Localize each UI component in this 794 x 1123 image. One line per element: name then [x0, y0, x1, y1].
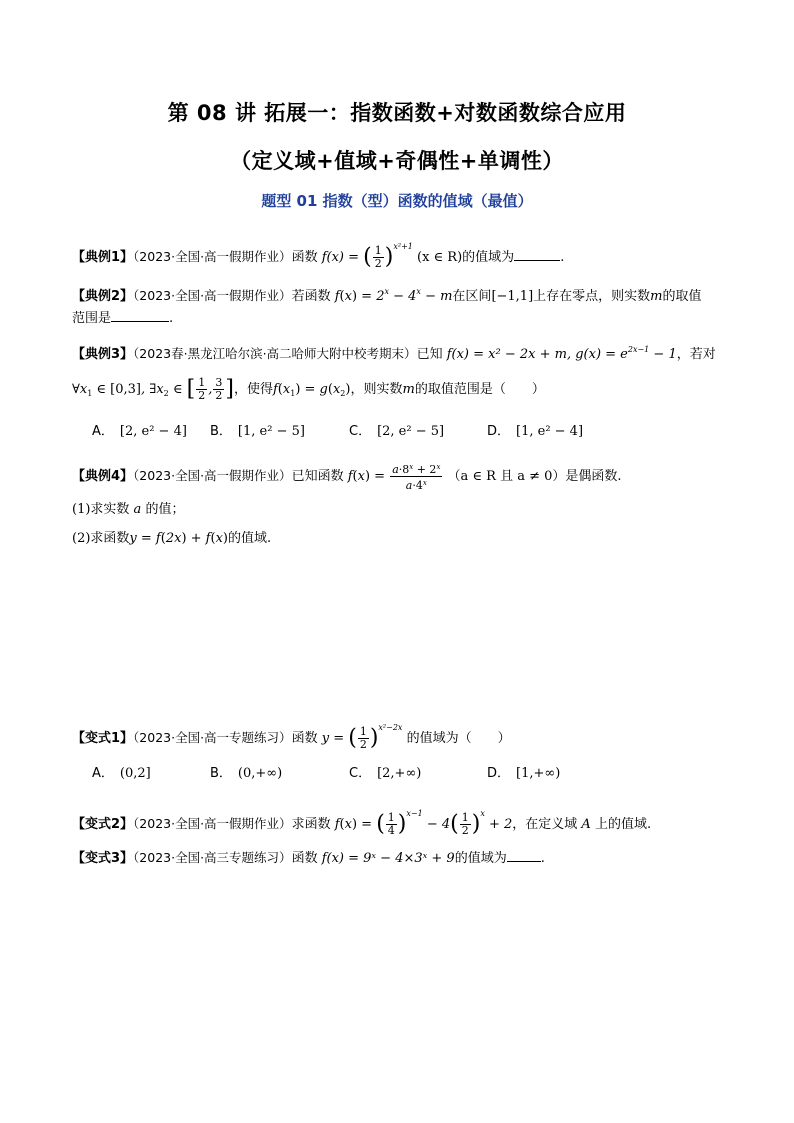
option-label: A．: [92, 766, 114, 781]
variant-text: 的值域为（ ）: [406, 731, 511, 746]
variant-text: 上的值域.: [594, 817, 652, 832]
option-label: C．: [349, 766, 372, 781]
variant-source: （2023·全国·高一专题练习）: [133, 730, 292, 745]
example-text: 的取值: [662, 289, 702, 304]
option-label: A．: [92, 424, 114, 439]
option-label: B．: [210, 424, 232, 439]
example-text: 上存在零点，则实数: [533, 289, 651, 304]
formula: f(x) = 9ˣ − 4×3ˣ + 9: [321, 851, 455, 866]
example-1: [72, 237, 564, 270]
page-title: 第 08 讲 拓展一：指数函数+对数函数综合应用: [167, 101, 627, 125]
example-3: [72, 340, 716, 365]
variant-text: ，在定义域: [512, 817, 578, 832]
answer-blank[interactable]: [507, 849, 541, 862]
period: .: [540, 851, 545, 866]
example-source: （2023春·黑龙江哈尔滨·高二哈师大附中校考期末）: [133, 346, 417, 361]
variant-text: 函数: [291, 851, 318, 866]
formula: $f(x_1) = g(x_2)$: [272, 382, 351, 398]
question-text: (1)求实数: [72, 502, 130, 517]
formula: $f(x) = 2^x - 4^x - m$: [334, 287, 453, 304]
example-text: ，若对: [676, 347, 716, 362]
option-d[interactable]: [487, 420, 583, 439]
variant-text: 求函数: [291, 817, 331, 832]
example-text: 范围是: [72, 311, 112, 326]
example-text: 函数: [291, 250, 318, 265]
option-value: [2,+∞): [377, 766, 422, 781]
option-value: (0,2]: [119, 766, 151, 781]
variant-text: 的值域为: [454, 851, 507, 866]
example-2: 【典例2】（2023·全国·高一假期作业）若函数 $f(x) = 2^x - 4^x - m$在区间[−1,1]上存在零点，则实数m的取值: [72, 287, 702, 304]
example-text: 的取值范围是（ ）: [414, 382, 545, 397]
variant-text: 函数: [291, 731, 318, 746]
variant-tag: 【变式2】: [72, 817, 134, 832]
example-4: [72, 461, 622, 492]
option-label: D．: [487, 766, 511, 781]
variant-2: 【变式2】（2023·全国·高一假期作业）求函数 f(x) = ( $\frac{1}{4}$ )$^{x-1}$ − 4( $\frac{1}{2}$ )$^x$ + 2，在定义域 A 上的值域.: [72, 809, 652, 837]
question-text: (2)求函数: [72, 531, 130, 546]
period: .: [169, 311, 174, 326]
example-3-line2: $\forall x_1$ ∈ [0,3], $\exists x_2$ ∈ [ $\frac{1}{2}$ , $\frac{3}{2}$ ]，使得$f(x_1) = g(x_2)$，则实数m的取值范围是（ ）: [72, 376, 545, 402]
variant-1: [72, 718, 511, 751]
example-text: 的值域为: [462, 250, 515, 265]
formula: f(x) = ( $\frac{1}{4}$ )$^{x-1}$ − 4( $\frac{1}{2}$ )$^x$ + 2: [334, 809, 513, 837]
answer-blank[interactable]: [111, 309, 169, 322]
formula: y = ( $\frac{1}{2}$ )$^{x^2-2x}$: [321, 723, 403, 751]
interval: [−1,1]: [491, 289, 534, 304]
example-4-q2: [72, 529, 271, 549]
option-value: [1, e² − 5]: [237, 424, 305, 439]
example-source: （2023·全国·高一假期作业）: [133, 468, 292, 483]
option-b[interactable]: [210, 420, 305, 439]
option-value: [2, e² − 5]: [377, 424, 445, 439]
answer-blank[interactable]: [514, 248, 560, 261]
option-label: D．: [487, 424, 511, 439]
example-text: 在区间: [452, 289, 492, 304]
option-a[interactable]: [92, 420, 187, 439]
page-subtitle: （定义域+值域+奇偶性+单调性）: [230, 149, 564, 173]
example-tag: 【典例1】: [72, 250, 134, 265]
formula: f(x) = $\frac{a\cdot 8^x + 2^x}{a\cdot 4^x}$: [347, 463, 441, 492]
variant-3: [72, 848, 545, 869]
option-value: [1,+∞): [516, 766, 561, 781]
option-c[interactable]: [349, 420, 444, 439]
option-value: [1, e² − 4]: [516, 424, 584, 439]
option-c[interactable]: [349, 762, 421, 781]
option-value: (0,+∞): [237, 766, 283, 781]
section-title: 题型 01 指数（型）函数的值域（最值）: [261, 192, 533, 210]
example-text: 若函数: [291, 289, 331, 304]
variant-source: （2023·全国·高三专题练习）: [133, 850, 292, 865]
example-4-q1: (1)求实数 a 的值；: [72, 502, 185, 517]
option-label: C．: [349, 424, 372, 439]
variant-tag: 【变式3】: [72, 851, 134, 866]
example-2-line2: [72, 309, 173, 329]
question-text: 的值；: [145, 502, 185, 517]
option-value: [2, e² − 4]: [119, 424, 187, 439]
example-text: 已知: [416, 347, 443, 362]
option-d[interactable]: [487, 762, 560, 781]
example-tag: 【典例3】: [72, 347, 134, 362]
condition: （a ∈ R 且 a ≠ 0）是偶函数.: [447, 469, 622, 484]
period: .: [560, 250, 565, 265]
example-source: （2023·全国·高一假期作业）: [133, 249, 292, 264]
example-tag: 【典例4】: [72, 469, 134, 484]
example-text: ，使得: [233, 382, 273, 397]
option-label: B．: [210, 766, 232, 781]
question-text: 的值域.: [227, 531, 272, 546]
domain-note: (x ∈ R): [417, 250, 463, 265]
formula: f(x) = ( $\frac{1}{2}$ )$^{x^2+1}$: [321, 242, 413, 270]
example-text: ，则实数: [350, 382, 403, 397]
example-tag: 【典例2】: [72, 289, 134, 304]
option-b[interactable]: [210, 762, 282, 781]
example-text: 已知函数: [291, 469, 344, 484]
example-source: （2023·全国·高一假期作业）: [133, 288, 292, 303]
option-a[interactable]: [92, 762, 151, 781]
formula: $\forall x_1$ ∈ [0,3], $\exists x_2$ ∈ [ $\frac{1}{2}$ , $\frac{3}{2}$ ]: [72, 376, 234, 402]
formula: y = f(2x) + f(x): [129, 531, 228, 546]
formula: f(x) = x² − 2x + m, $g(x) = e^{2x-1} - 1$: [446, 345, 677, 362]
variant-tag: 【变式1】: [72, 731, 134, 746]
variant-source: （2023·全国·高一假期作业）: [133, 816, 292, 831]
